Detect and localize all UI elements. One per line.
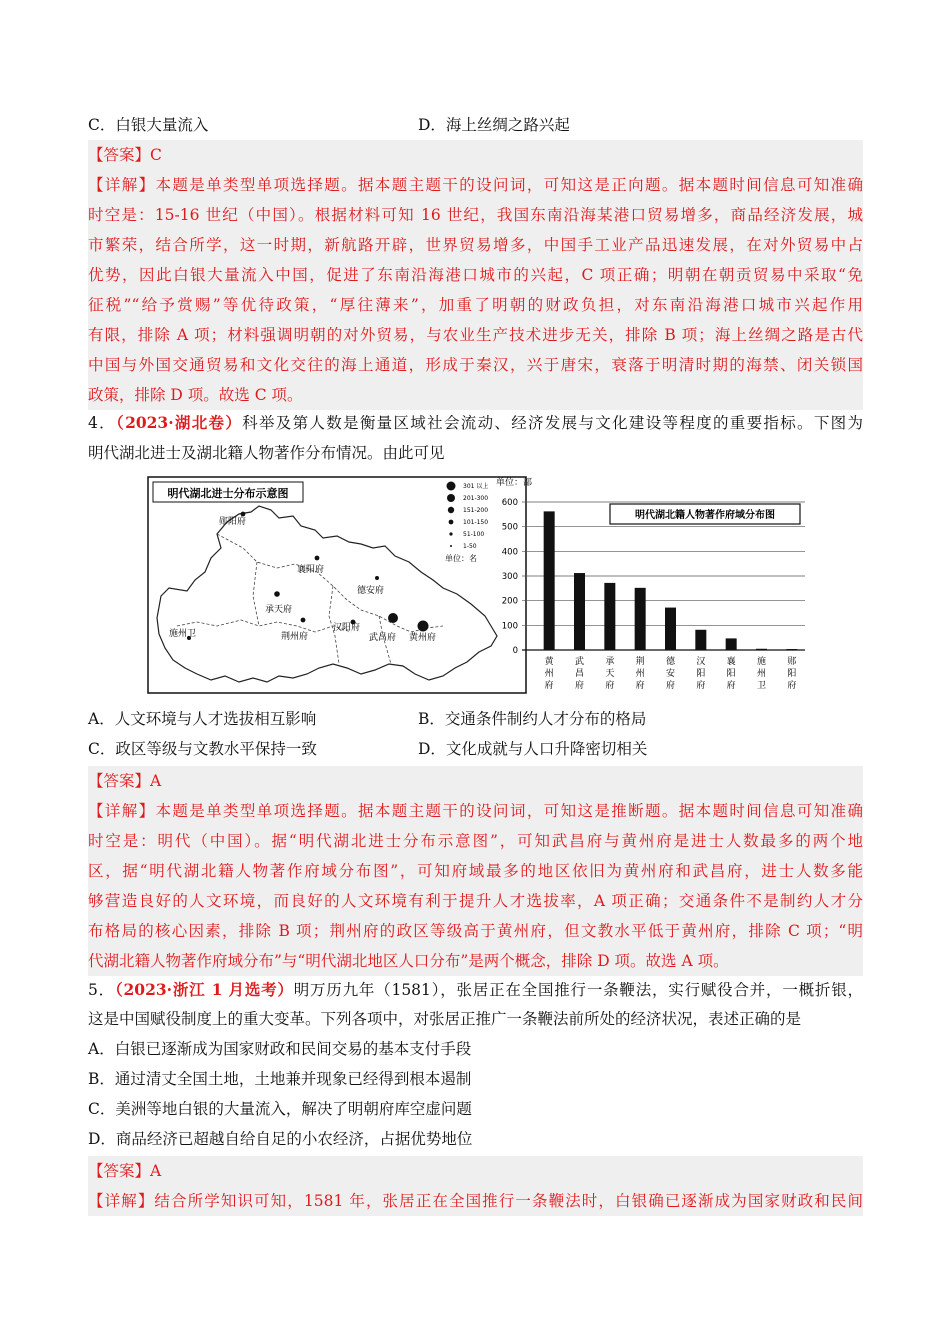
jinshi-distribution-map (147, 476, 527, 694)
q4-stem (88, 408, 863, 438)
legend-label: 301 以上 (463, 483, 489, 490)
bar-德安府 (665, 608, 676, 650)
x-tick-label: 黄州府 (544, 657, 554, 691)
legend-dot (449, 520, 454, 525)
bar-荆州府 (635, 588, 646, 650)
q4-answer: 【答案】A (88, 766, 863, 796)
q4-explain-line: 够营造良好的人文环境，而良好的人文环境有利于提升人才选拔率，A 项正确；交通条件不是制约人才分 (88, 886, 863, 916)
place-dot (418, 621, 429, 632)
y-tick-label: 100 (501, 621, 518, 632)
q4-option-d: D．文化成就与人口升降密切相关 (418, 740, 648, 758)
x-tick-label: 汉阳府 (696, 657, 706, 691)
x-tick-label: 郧阳府 (787, 657, 797, 691)
q4-options-row-1 (88, 704, 863, 734)
place-label: 施州卫 (169, 629, 197, 639)
place-dot (241, 512, 246, 517)
y-tick-label: 600 (501, 498, 518, 508)
legend-label: 201-300 (463, 495, 489, 502)
bar-施州卫 (756, 649, 767, 650)
q3-answer: 【答案】C (88, 140, 863, 170)
y-tick-label: 300 (501, 572, 518, 582)
works-distribution-bar-chart (490, 474, 810, 706)
q3-explain-line: 时空是：15-16 世纪（中国）。根据材料可知 16 世纪，我国东南沿海某港口贸易增多，商品经济发展，城 (88, 200, 863, 230)
x-tick-label: 荆州府 (635, 657, 645, 691)
q5-option-d: D．商品经济已超越自给自足的小农经济，占据优势地位 (88, 1130, 473, 1148)
place-label: 襄阳府 (297, 565, 325, 575)
q5-stem-text: 明万历九年（1581），张居正在全国推行一条鞭法，实行赋役合并，一概折银， (293, 981, 863, 999)
legend-dot (449, 532, 452, 535)
map-unit: 单位：名 (445, 554, 477, 563)
legend-label: 51-100 (463, 531, 485, 538)
place-label: 黄州府 (409, 633, 437, 643)
q4-option-b: B．交通条件制约人才分布的格局 (418, 710, 647, 728)
q3-explain-line: 征税”“给予赏赐”等优待政策，“厚往薄来”，加重了明朝的财政负担，对东南沿海港口城市兴起作用 (88, 290, 863, 320)
q5-option-c: C．美洲等地白银的大量流入，解决了明朝府库空虚问题 (88, 1100, 472, 1118)
q4-stem-line2: 明代湖北进士及湖北籍人物著作分布情况。由此可见 (88, 444, 445, 462)
place-dot (274, 591, 280, 597)
q5-explain-line: 【详解】结合所学知识可知，1581 年，张居正在全国推行一条鞭法时，白银确已逐渐成为国家财政和民间 (88, 1186, 863, 1216)
chart-title: 明代湖北籍人物著作府域分布图 (635, 510, 775, 521)
q5-option-b: B．通过清丈全国土地，土地兼并现象已经得到根本遏制 (88, 1070, 472, 1088)
bar-黄州府 (544, 511, 555, 650)
legend-dot (447, 494, 455, 502)
q4-explain-line: 区，据“明代湖北籍人物著作府域分布图”，可知府域最多的地区依旧为黄州府和武昌府，进士人数多能 (88, 856, 863, 886)
legend-label: 1-50 (463, 543, 477, 550)
q3-explain-line: 有限，排除 A 项；材料强调明朝的对外贸易，与农业生产技术进步无关，排除 B 项；海上丝绸之路是古代 (88, 320, 863, 350)
bar-汉阳府 (695, 630, 706, 650)
q3-explain-line: 【详解】本题是单类型单项选择题。据本题主题干的设问词，可知这是正向题。据本题时间信息可知准确 (88, 170, 863, 200)
bar-承天府 (604, 583, 615, 650)
q4-explain-line: 时空是：明代（中国）。据“明代湖北进士分布示意图”，可知武昌府与黄州府是进士人数最多的两个地 (88, 826, 863, 856)
q3-explain-line: 政策，排除 D 项。故选 C 项。 (88, 380, 863, 410)
place-dot (301, 618, 306, 623)
q3-explain-line: 市繁荣，结合所学，这一时期，新航路开辟，世界贸易增多，中国手工业产品迅速发展，在对外贸易中占 (88, 230, 863, 260)
q4-number: 4． (88, 414, 116, 432)
y-tick-label: 400 (501, 547, 518, 558)
place-dot (388, 613, 398, 623)
q3-explain-line: 中国与外国交通贸易和文化交往的海上通道，形成于秦汉，兴于唐宋，衰落于明清时期的海禁、闭关锁国 (88, 350, 863, 380)
bar-襄阳府 (726, 638, 737, 650)
q5-number: 5． (88, 981, 115, 999)
place-label: 承天府 (265, 605, 293, 615)
x-tick-label: 德安府 (665, 657, 676, 691)
x-tick-label: 武昌府 (574, 657, 585, 691)
place-label: 德安府 (357, 586, 385, 596)
q5-source: （2023·浙江 1 月选考） (114, 980, 294, 999)
place-label: 武昌府 (369, 633, 397, 643)
place-label: 荆州府 (281, 632, 309, 642)
q5-option-a: A．白银已逐渐成为国家财政和民间交易的基本支付手段 (88, 1040, 472, 1058)
q4-option-c: C．政区等级与文教水平保持一致 (88, 740, 317, 758)
q4-explain-line: 布格局的核心因素，排除 B 项；荆州府的政区等级高于黄州府，但文教水平低于黄州府，排除 C 项；“明 (88, 916, 863, 946)
bar-郧阳府 (786, 649, 797, 650)
bar-武昌府 (574, 573, 585, 650)
q4-source: （2023·湖北卷） (116, 413, 243, 432)
legend-dot (448, 507, 454, 513)
q5-answer: 【答案】A (88, 1156, 863, 1186)
q3-option-c: C．白银大量流入 (88, 116, 209, 134)
legend-dot (447, 482, 456, 491)
q4-explain-line: 【详解】本题是单类型单项选择题。据本题主题干的设问词，可知这是推断题。据本题时间信息可知准确 (88, 796, 863, 826)
q3-option-d: D．海上丝绸之路兴起 (418, 116, 570, 134)
map-title: 明代湖北进士分布示意图 (167, 487, 289, 500)
q3-explain-line: 优势，因此白银大量流入中国，促进了东南沿海港口城市的兴起，C 项正确；明朝在朝贡贸易中采取“免 (88, 260, 863, 290)
place-label: 郧阳府 (219, 517, 247, 527)
q3-options-row (88, 110, 863, 140)
place-dot (315, 556, 320, 561)
place-label: 汉阳府 (333, 623, 361, 633)
chart-bars (544, 511, 798, 691)
place-dot (375, 576, 379, 580)
y-tick-label: 0 (512, 646, 518, 656)
legend-label: 151-200 (463, 507, 489, 514)
chart-unit: 单位：部 (496, 478, 533, 488)
q4-options-row-2 (88, 734, 863, 764)
q5-stem (88, 975, 863, 1005)
x-tick-label: 承天府 (605, 657, 615, 691)
legend-label: 101-150 (463, 519, 489, 526)
q5-stem-line2: 这是中国赋役制度上的重大变革。下列各项中，对张居正推广一条鞭法前所处的经济状况，表述正确的是 (88, 1010, 802, 1028)
x-tick-label: 施州卫 (756, 657, 767, 691)
y-tick-label: 200 (501, 596, 518, 607)
y-tick-label: 500 (501, 522, 518, 533)
q4-option-a: A．人文环境与人才选拔相互影响 (88, 710, 317, 728)
legend-dot (450, 545, 452, 547)
q4-stem-text: 科举及第人数是衡量区域社会流动、经济发展与文化建设等程度的重要指标。下图为 (242, 414, 863, 432)
q4-explain-line: 代湖北籍人物著作府域分布”与“明代湖北地区人口分布”是两个概念，排除 D 项。故选 A 项。 (88, 946, 863, 976)
x-tick-label: 襄阳府 (726, 657, 736, 691)
